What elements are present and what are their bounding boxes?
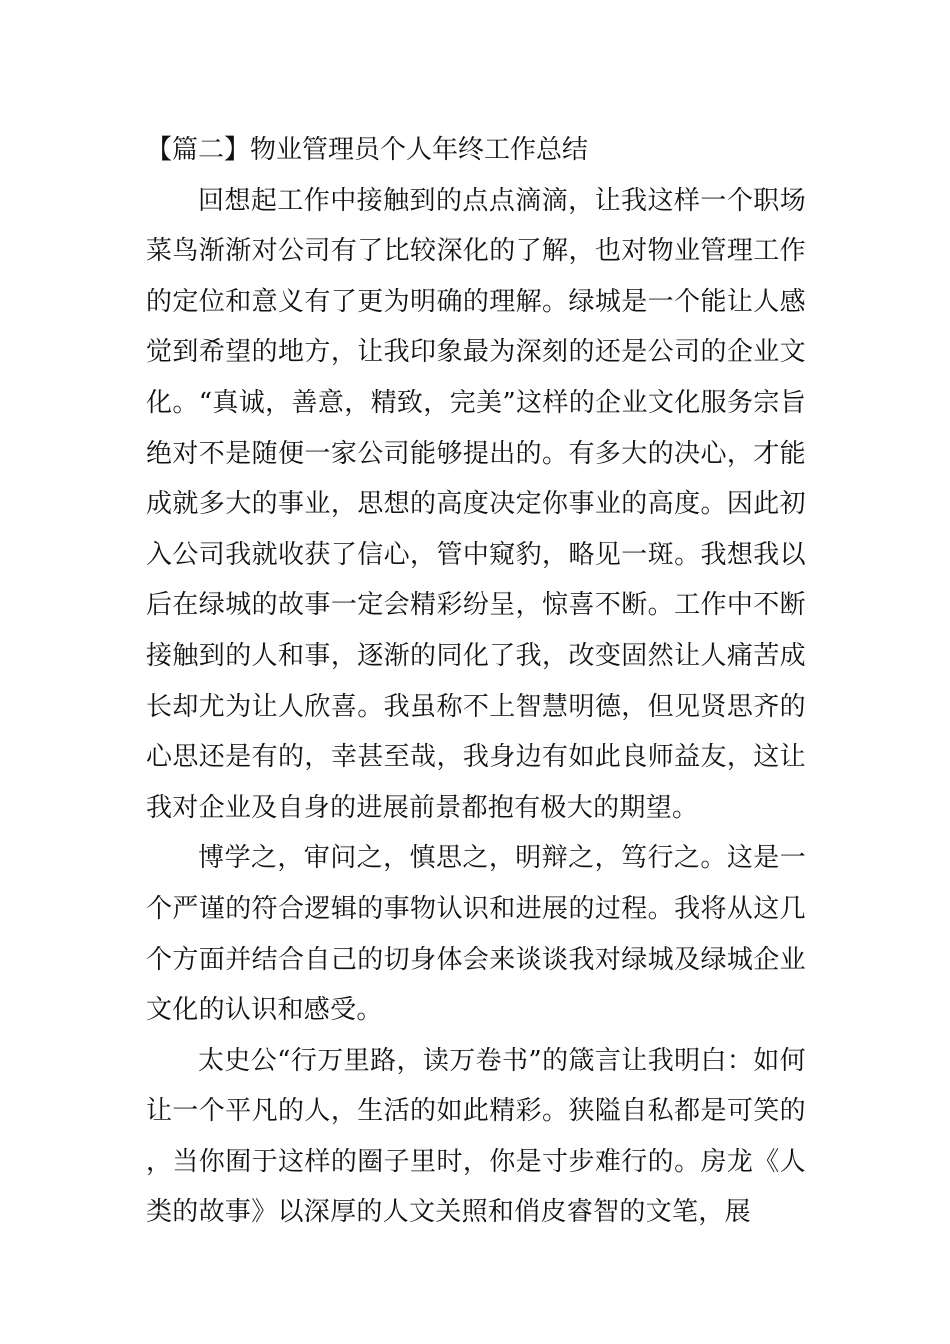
paragraph-2: 博学之，审问之，慎思之，明辩之，笃行之。这是一个严谨的符合逻辑的事物认识和进展的过程。我将从这几个方面并结合自己的切身体会来谈谈我对绿城及绿城企业文化的认识和感受。	[146, 843, 806, 1026]
section-heading: 【篇二】物业管理员个人年终工作总结	[146, 135, 589, 165]
paragraph-1: 回想起工作中接触到的点点滴滴，让我这样一个职场菜鸟渐渐对公司有了比较深化的了解，也对物业管理工作的定位和意义有了更为明确的理解。绿城是一个能让人感觉到希望的地方，让我印象最为深刻的还是公司的企业文化。“真诚，善意，精致，完美”这样的企业文化服务宗旨绝对不是随便一家公司能够提出的。有多大的决心，才能成就多大的事业，思想的高度决定你事业的高度。因此初入公司我就收获了信心，管中窥豹，略见一斑。我想我以后在绿城的故事一定会精彩纷呈，惊喜不断。工作中不断接触到的人和事，逐渐的同化了我，改变固然让人痛苦成长却尤为让人欣喜。我虽称不上智慧明德，但见贤思齐的心思还是有的，幸甚至哉，我身边有如此良师益友，这让我对企业及自身的进展前景都抱有极大的期望。	[146, 185, 806, 823]
document-body	[146, 125, 806, 1238]
paragraph-3: 太史公“行万里路，读万卷书”的箴言让我明白：如何让一个平凡的人，生活的如此精彩。狭隘自私都是可笑的，当你囿于这样的圈子里时，你是寸步难行的。房龙《人类的故事》以深厚的人文关照和俏皮睿智的文笔，展	[146, 1045, 806, 1228]
